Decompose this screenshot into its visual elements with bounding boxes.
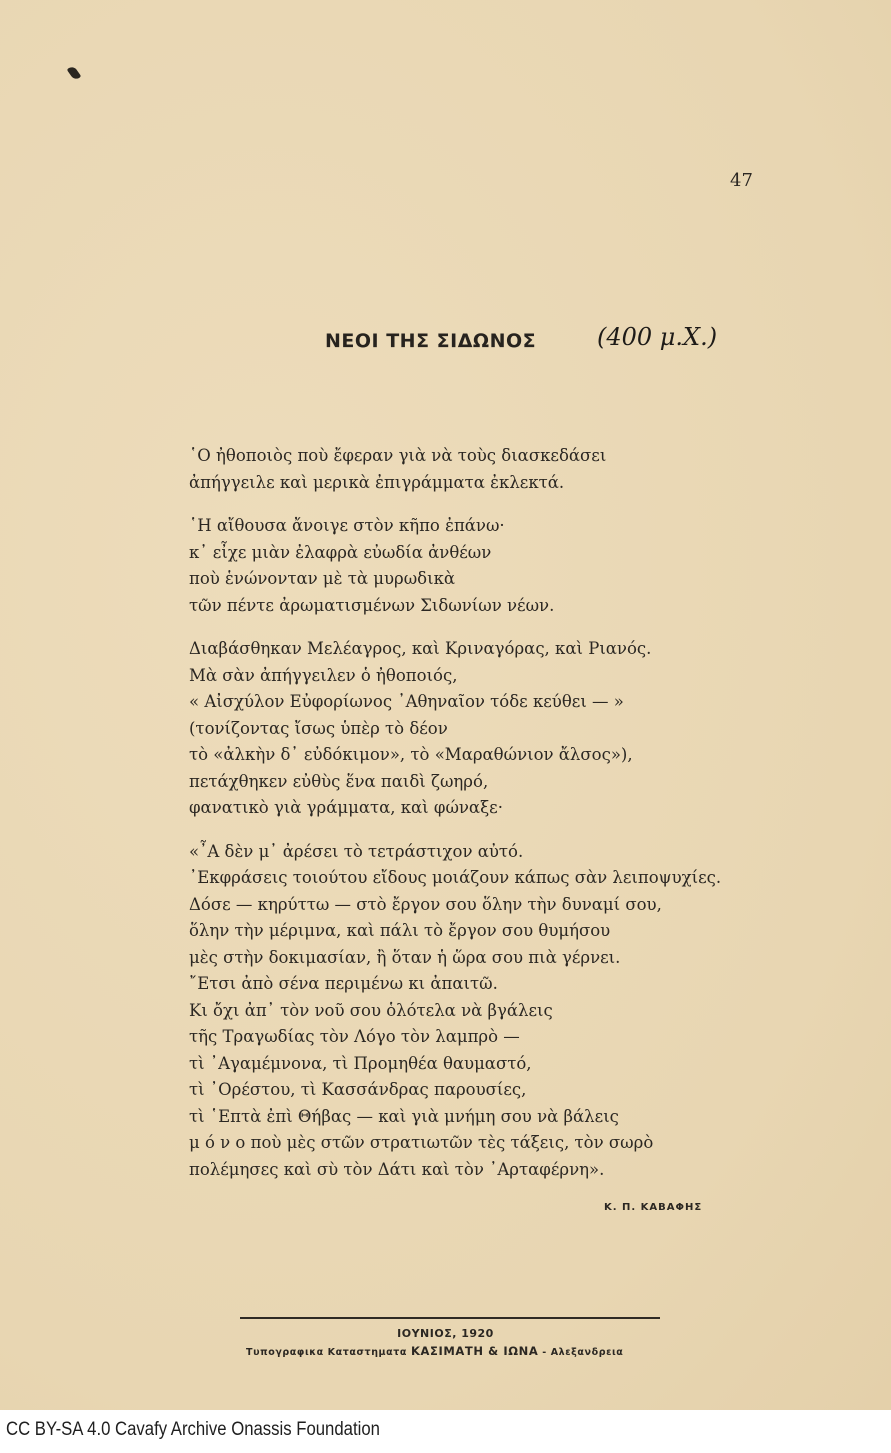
poem-line: τὶ ᾿Ορέστου, τὶ Κασσάνδρας παρουσίες, — [189, 1080, 527, 1099]
publication-date: ΙΟΥΝΙΟΣ, 1920 — [397, 1327, 494, 1340]
poem-line: τὸ «ἀλκὴν δ᾽ εὐδόκιμον», τὸ «Μαραθώνιον ἄλσος»), — [189, 745, 633, 764]
poem-line: μ ό ν ο ποὺ μὲς στῶν στρατιωτῶν τὲς τάξεις, τὸν σωρὸ — [189, 1133, 654, 1152]
poem-line: φανατικὸ γιὰ γράμματα, καὶ φώναξε· — [189, 798, 503, 817]
poem-line: Μὰ σὰν ἀπήγγειλεν ὁ ἠθοποιός, — [189, 665, 458, 685]
printer-city: - Αλεξανδρεια — [542, 1347, 624, 1358]
poem-line: «῏Α δὲν μ᾽ ἀρέσει τὸ τετράστιχον αὐτό. — [189, 841, 524, 861]
poem-line: ἀπήγγειλε καὶ μερικὰ ἐπιγράμματα ἐκλεκτά. — [189, 472, 565, 492]
poem-body — [189, 443, 721, 1200]
poem-title-row — [325, 330, 536, 352]
poem-line: Δόσε — κηρύττω — στὸ ἔργον σου ὅλην τὴν δυναμί σου, — [189, 894, 662, 914]
poem-line: Διαβάσθηκαν Μελέαγρος, καὶ Κριναγόρας, καὶ Ριανός. — [189, 639, 652, 658]
poem-line: πολέμησες καὶ σὺ τὸν Δάτι καὶ τὸν ᾿Αρταφέρνη». — [189, 1159, 605, 1179]
image-credit: CC BY-SA 4.0 Cavafy Archive Onassis Foundation — [6, 1419, 380, 1440]
poem-line: τῆς Τραγωδίας τὸν Λόγο τὸν λαμπρὸ — — [189, 1027, 520, 1046]
poem-line: Κι ὄχι ἀπ᾽ τὸν νοῦ σου ὁλότελα νὰ βγάλεις — [189, 1000, 553, 1020]
poem-line: ὅλην τὴν μέριμνα, καὶ πάλι τὸ ἔργον σου θυμήσου — [189, 921, 611, 940]
poem-line: « Αἰσχύλον Εὐφορίωνος ᾿Αθηναῖον τόδε κεύθει — » — [189, 692, 624, 711]
poem-line: μὲς στὴν δοκιμασίαν, ἢ ὅταν ἡ ὥρα σου πιὰ γέρνει. — [189, 947, 621, 967]
poem-line: τὶ ῾Επτὰ ἐπὶ Θήβας — καὶ γιὰ μνήμη σου νὰ βάλεις — [189, 1106, 619, 1126]
poem-line: πετάχθηκεν εὐθὺς ἕνα παιδὶ ζωηρό, — [189, 771, 489, 791]
poem-line: ῾Ο ἠθοποιὸς ποὺ ἔφεραν γιὰ νὰ τοὺς διασκεδάσει — [189, 446, 607, 465]
printer-prefix: Τυπογραφικα Καταστηματα — [246, 1347, 408, 1358]
ink-mark — [67, 65, 82, 81]
printer-name: ΚΑΣΙΜΑΤΗ & ΙΩΝΑ — [410, 1344, 539, 1358]
poem-line: τὶ ᾿Αγαμέμνονα, τὶ Προμηθέα θαυμαστό, — [189, 1053, 532, 1073]
poem-stanza — [189, 839, 721, 1184]
printer-line — [246, 1344, 623, 1358]
poem-line: (τονίζοντας ἴσως ὑπὲρ τὸ δέον — [189, 718, 448, 738]
poem-line: τῶν πέντε ἀρωματισμένων Σιδωνίων νέων. — [189, 595, 555, 615]
poem-stanza — [189, 636, 721, 822]
poem-line: κ᾽ εἶχε μιὰν ἐλαφρὰ εὐωδία ἀνθέων — [189, 542, 492, 562]
poem-stanza — [189, 513, 721, 619]
handwritten-note: (400 μ.Χ.) — [597, 323, 718, 351]
page-number: 47 — [730, 170, 753, 191]
poem-line: ῎Ετσι ἀπὸ σένα περιμένω κι ἀπαιτῶ. — [189, 974, 498, 993]
poem-line: ῾Η αἴθουσα ἄνοιγε στὸν κῆπο ἐπάνω· — [189, 516, 505, 535]
author-signature: Κ. Π. ΚΑΒΑΦΗΣ — [604, 1202, 703, 1213]
poem-title: ΝΕΟΙ ΤΗΣ ΣΙΔΩΝΟΣ — [325, 330, 537, 352]
footer-rule — [240, 1317, 660, 1319]
poem-line: ποὺ ἑνώνονταν μὲ τὰ μυρωδικὰ — [189, 569, 456, 588]
poem-line: ᾿Εκφράσεις τοιούτου εἴδους μοιάζουν κάπως σὰν λειποψυχίες. — [189, 868, 722, 887]
poem-stanza — [189, 443, 721, 496]
